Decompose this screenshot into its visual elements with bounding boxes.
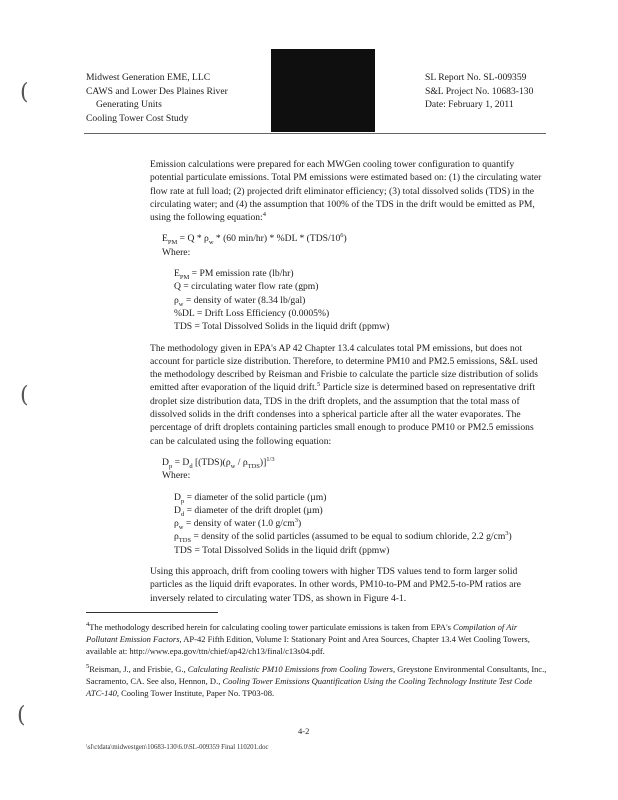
paragraph-tds-relationship: Using this approach, drift from cooling towers with higher TDS values tend to form larger solid particles as the liquid drift evaporates. In other words, PM10-to-PM and PM2.5-to-PM ratios are inversely related to circulating water TDS, as shown in Figure 4-1. — [150, 566, 521, 604]
binder-hole-mark-top: ( — [20, 80, 29, 105]
where-label-1: Where: — [162, 246, 191, 258]
header-report-number: SL Report No. SL-009359 — [425, 72, 527, 83]
paragraph-methodology: The methodology given in EPA's AP 42 Chapter 13.4 calculates total PM emissions, but does not account for particle size distribution. Therefore, to determine PM10 and PM2.5 emissions, S&L used the methodology described by Reisman and Frisbie to calculate the particle size distribution of solids emitted after evaporation of the liquid drift.$^5$ Particle size is determined based on representative drift droplet size distribution data, TDS in the drift droplets, and the assumption that the total mass of dissolved solids in the drift condenses into a spherical particle after all the water evaporates. The percentage of drift droplets containing particles small enough to produce PM10 or PM2.5 emissions can be calculated using the following equation: — [150, 342, 538, 447]
header-study-title: Cooling Tower Cost Study — [86, 112, 189, 124]
definition-dp: $D_p$ = diameter of the solid particle (µm) — [174, 491, 327, 505]
definitions-list-1 — [174, 267, 546, 333]
paragraph-emission-intro: Emission calculations were prepared for each MWGen cooling tower configuration to quantify potential particulate emissions. Total PM emissions were estimated based on: (1) the circulating water flow rate at full load; (2) projected drift eliminator efficiency; (3) total dissolved solids (TDS) in the circulating water; and (4) the assumption that 100% of the TDS in the drift would be emitted as PM, using the following equation:$^4$ — [150, 159, 542, 224]
header-rule — [84, 133, 546, 134]
file-path: \sl\ctdata\midwestgen\10683-130\6.0\SL-009359 Final 110201.doc — [86, 744, 269, 751]
footnote-5: $^5$Reisman, J., and Frisbie, G., Calculating Realistic PM10 Emissions from Cooling Towers, Greystone Environmental Consultants, Inc., Sacramento, CA. See also, Hennon, D., Cooling Tower Emissions Quantification Using the Cooling Technology Institute Test Code ATC-140, Cooling Tower Institute, Paper No. TP03-08. — [86, 663, 547, 698]
footnote-ref-4[interactable]: 4 — [262, 211, 266, 218]
redaction-box — [271, 49, 375, 132]
definition-epm: $E_{PM}$ = PM emission rate (lb/hr) — [174, 268, 294, 281]
definition-drift-loss: %DL = Drift Loss Efficiency (0.0005%) — [174, 307, 330, 319]
footnote-ref-5[interactable]: 5 — [317, 381, 321, 389]
definition-dd: $D_d$ = diameter of the drift droplet (µm) — [174, 504, 323, 518]
definition-rho-water: $\rho_w$ = density of water (1.0 $g/cm^3$) — [174, 516, 302, 532]
definition-q: Q = circulating water flow rate (gpm) — [174, 281, 319, 293]
binder-hole-mark-middle: ( — [20, 383, 29, 408]
definition-rho-tds: $\rho_{TDS}$ = density of the solid particles (assumed to be equal to sodium chloride, 2.2 $g/cm^3$) — [174, 530, 512, 545]
where-label-2: Where: — [162, 470, 191, 482]
equation-particle-diameter: $D_p = D_d$ $[(TDS)(\rho_w / \rho_{TDS})]^{1/3}$ — [162, 455, 275, 470]
footnote-rule — [86, 612, 218, 613]
body-text — [150, 158, 546, 605]
binder-hole-mark-bottom: ( — [17, 703, 26, 728]
header-left-block — [86, 71, 228, 125]
footnote-4: $^4$The methodology described herein for calculating cooling tower particulate emissions is taken from EPA's Compilation of Air Pollutant Emission Factors, AP-42 Fifth Edition, Volume I: Stationary Point and Area Sources, Chapter 13.4 Wet Cooling Towers, available at: http://www.epa.gov/ttn/chief/ap42/ch13/final/c13s04.pdf. — [86, 621, 530, 656]
header-company: Midwest Generation EME, LLC — [86, 72, 211, 83]
definition-tds: TDS = Total Dissolved Solids in the liquid drift (ppmw) — [174, 321, 390, 333]
header-project-line-cont: Generating Units — [96, 99, 162, 111]
header-right-block — [425, 71, 533, 112]
header-project-line: CAWS and Lower Des Plaines River — [86, 85, 228, 97]
footnotes — [86, 621, 548, 705]
definition-tds-2: TDS = Total Dissolved Solids in the liquid drift (ppmw) — [174, 544, 390, 556]
header-project-number: S&L Project No. 10683-130 — [425, 85, 534, 97]
definition-rho-w: $\rho_w$ = density of water (8.34 lb/gal) — [174, 294, 306, 308]
header-date: Date: February 1, 2011 — [425, 99, 514, 111]
page-number: 4-2 — [298, 726, 310, 736]
equation-pm-emissions: $E_{PM} = Q * \rho_w * (60$ $\min/hr) * \%DL * (TDS/10^6)$ — [162, 232, 347, 247]
definitions-list-2 — [174, 491, 546, 557]
